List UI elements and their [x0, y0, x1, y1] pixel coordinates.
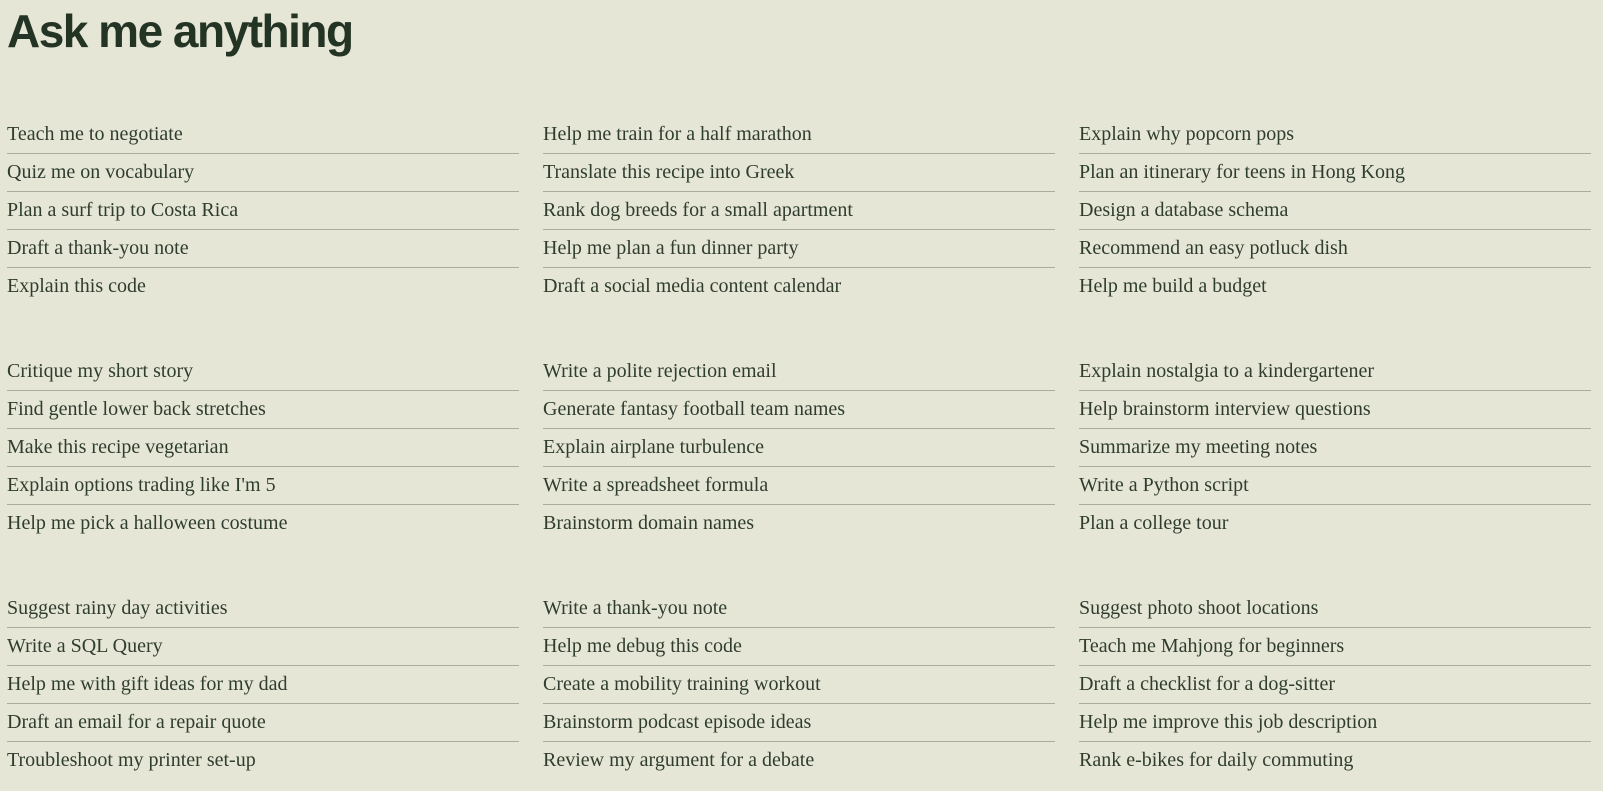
suggestion-item[interactable]: Plan an itinerary for teens in Hong Kong	[1079, 154, 1591, 192]
suggestion-column-3	[1079, 116, 1591, 305]
suggestion-item[interactable]: Help brainstorm interview questions	[1079, 391, 1591, 429]
suggestion-item[interactable]: Create a mobility training workout	[543, 666, 1055, 704]
suggestion-item[interactable]: Design a database schema	[1079, 192, 1591, 230]
suggestion-item[interactable]: Help me build a budget	[1079, 275, 1267, 297]
suggestion-column-2	[543, 116, 1055, 305]
suggestion-column-1	[7, 353, 519, 542]
suggestion-item[interactable]: Critique my short story	[7, 353, 519, 391]
suggestion-column-3	[1079, 353, 1591, 542]
suggestion-item[interactable]: Draft an email for a repair quote	[7, 704, 519, 742]
suggestion-item[interactable]: Write a SQL Query	[7, 628, 519, 666]
suggestion-column-2	[543, 590, 1055, 779]
suggestion-item[interactable]: Help me pick a halloween costume	[7, 512, 288, 534]
page-title: Ask me anything	[7, 5, 353, 57]
suggestion-item[interactable]: Write a spreadsheet formula	[543, 467, 1055, 505]
suggestion-item[interactable]: Help me with gift ideas for my dad	[7, 666, 519, 704]
suggestion-column-2	[543, 353, 1055, 542]
suggestion-item[interactable]: Make this recipe vegetarian	[7, 429, 519, 467]
suggestion-item[interactable]: Brainstorm podcast episode ideas	[543, 704, 1055, 742]
suggestion-item[interactable]: Help me improve this job description	[1079, 704, 1591, 742]
suggestion-item[interactable]: Find gentle lower back stretches	[7, 391, 519, 429]
suggestion-item[interactable]: Rank dog breeds for a small apartment	[543, 192, 1055, 230]
suggestion-item[interactable]: Suggest photo shoot locations	[1079, 590, 1591, 628]
suggestion-item[interactable]: Review my argument for a debate	[543, 749, 815, 771]
suggestion-item[interactable]: Suggest rainy day activities	[7, 590, 519, 628]
suggestion-item[interactable]: Rank e-bikes for daily commuting	[1079, 749, 1354, 771]
suggestion-item[interactable]: Plan a college tour	[1079, 512, 1229, 534]
suggestion-item[interactable]: Teach me to negotiate	[7, 116, 519, 154]
suggestion-item[interactable]: Write a Python script	[1079, 467, 1591, 505]
suggestion-item[interactable]: Summarize my meeting notes	[1079, 429, 1591, 467]
suggestion-item[interactable]: Help me debug this code	[543, 628, 1055, 666]
suggestion-group-1	[7, 116, 1592, 305]
suggestion-item[interactable]: Help me plan a fun dinner party	[543, 230, 1055, 268]
suggestion-item[interactable]: Draft a thank-you note	[7, 230, 519, 268]
suggestion-item[interactable]: Explain why popcorn pops	[1079, 116, 1591, 154]
suggestion-item[interactable]: Recommend an easy potluck dish	[1079, 230, 1591, 268]
suggestion-group-2	[7, 353, 1592, 542]
suggestion-item[interactable]: Generate fantasy football team names	[543, 391, 1055, 429]
suggestion-item[interactable]: Write a polite rejection email	[543, 353, 1055, 391]
suggestion-item[interactable]: Write a thank-you note	[543, 590, 1055, 628]
suggestion-item[interactable]: Explain this code	[7, 275, 146, 297]
suggestion-column-1	[7, 116, 519, 305]
suggestion-grid	[7, 116, 1592, 779]
suggestion-item[interactable]: Explain nostalgia to a kindergartener	[1079, 353, 1591, 391]
suggestion-item[interactable]: Draft a checklist for a dog-sitter	[1079, 666, 1591, 704]
suggestion-column-1	[7, 590, 519, 779]
suggestion-item[interactable]: Troubleshoot my printer set-up	[7, 749, 256, 771]
suggestion-item[interactable]: Translate this recipe into Greek	[543, 154, 1055, 192]
suggestion-column-3	[1079, 590, 1591, 779]
suggestion-item[interactable]: Brainstorm domain names	[543, 512, 755, 534]
suggestion-item[interactable]: Teach me Mahjong for beginners	[1079, 628, 1591, 666]
suggestion-item[interactable]: Explain airplane turbulence	[543, 429, 1055, 467]
suggestion-group-3	[7, 590, 1592, 779]
suggestion-item[interactable]: Draft a social media content calendar	[543, 275, 842, 297]
suggestion-item[interactable]: Plan a surf trip to Costa Rica	[7, 192, 519, 230]
suggestion-item[interactable]: Explain options trading like I'm 5	[7, 467, 519, 505]
suggestion-item[interactable]: Help me train for a half marathon	[543, 116, 1055, 154]
suggestion-item[interactable]: Quiz me on vocabulary	[7, 154, 519, 192]
